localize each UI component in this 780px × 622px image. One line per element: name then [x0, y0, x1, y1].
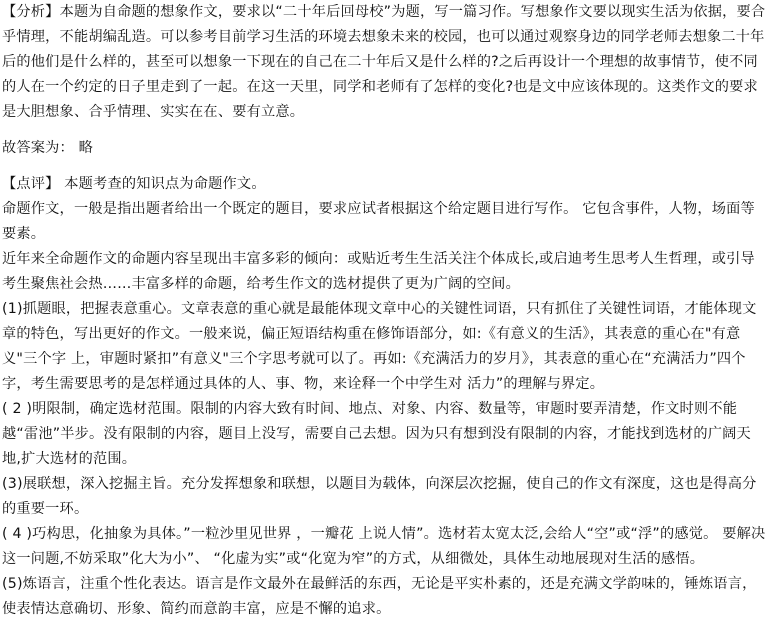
- comment-tag: 【点评】: [2, 176, 60, 192]
- comment-paragraph: 命题作文，一般是指出题者给出一个既定的题目，要求应试者根据这个给定题目进行写作。 它包含事件，人物，场面等要素。: [2, 201, 755, 242]
- comment-paragraph: 近年来全命题作文的命题内容呈现出丰富多彩的倾向：或贴近考生生活关注个体成长,或启迪考生思考人生哲理，或引导考生聚焦社会热……丰富多样的命题，给考生作文的选材提供了更为广阔的空间。: [2, 251, 755, 292]
- comment-paragraph: ( 2 )明限制，确定选材范围。限制的内容大致有时间、地点、对象、内容、数量等，审题时要弄清楚，作文时则不能越“雷池”半步。没有限制的内容，题目上没写，需要自己去想。因为只有想到没有限制的内容，才能找到选材的广阔天地,扩大选材的范围。: [2, 401, 751, 467]
- answer-line: [2, 136, 768, 161]
- analysis-text: 本题为自命题的想象作文，要求以“二十年后回母校”为题，写一篇习作。写想象作文要以现实生活为依据，要合乎情理，不能胡编乱造。可以参考目前学习生活的环境去想象未来的校园，也可以通过观察身边的同学老师去想象二十年后的他们是什么样的，甚至可以想象一下现在的自己在二十年后又是什么样的?之后再设计一个理想的故事情节，使不同的人在一个约定的日子里走到了一起。在这一天里，同学和老师有了怎样的变化?也是文中应该体现的。这类作文的要求是大胆想象、合乎情理、实实在在、要有立意。: [2, 4, 766, 120]
- spacer: [2, 161, 768, 172]
- comment-paragraph: (1)抓题眼，把握表意重心。文章表意的重心就是最能体现文章中心的关键性词语，只有抓住了关键性词语，才能体现文章的特色，写出更好的作文。一般来说，偏正短语结构重在修饰语部分，如:《有意义的生活》，其表意的重心在"有意义"三个字 上，审题时紧扣”有意义"三个字思考就可以了。再如:《充满活力的岁月》，其表意的重心在“充满活力”四个字，考生需要思考的是怎样通过具体的人、事、物，来诠释一个中学生对 活力”的理解与界定。: [2, 301, 757, 392]
- comment-heading: [2, 172, 768, 197]
- spacer: [2, 125, 768, 136]
- analysis-tag: 【分析】: [2, 4, 60, 20]
- comment-intro: 本题考查的知识点为命题作文。: [64, 176, 266, 192]
- analysis-paragraph: [2, 0, 768, 125]
- comment-paragraph: (3)展联想，深入挖掘主旨。充分发挥想象和联想，以题目为载体，向深层次挖掘，使自己的作文有深度，这也是得高分的重要一环。: [2, 476, 757, 517]
- answer-value: 略: [78, 140, 94, 156]
- comment-paragraph: ( 4 )巧构思，化抽象为具体。”一粒沙里见世界 ，一瓣花 上说人情”。选材若太宽太泛,会给人“空”或“浮”的感觉。 要解决这一问题,不妨采取”化大为小”、 “化虚为实”或“化宽为窄”的方式，从细微处，具体生动地展现对生活的感悟。: [2, 526, 766, 567]
- comment-paragraph: (5)炼语言，注重个性化表达。语言是作文最外在最鲜活的东西，无论是平实朴素的，还是充满文学韵味的，锤炼语言，使表情达意确切、形象、简约而意韵丰富，应是不懈的追求。: [2, 576, 757, 617]
- answer-label: 故答案为：: [2, 140, 74, 156]
